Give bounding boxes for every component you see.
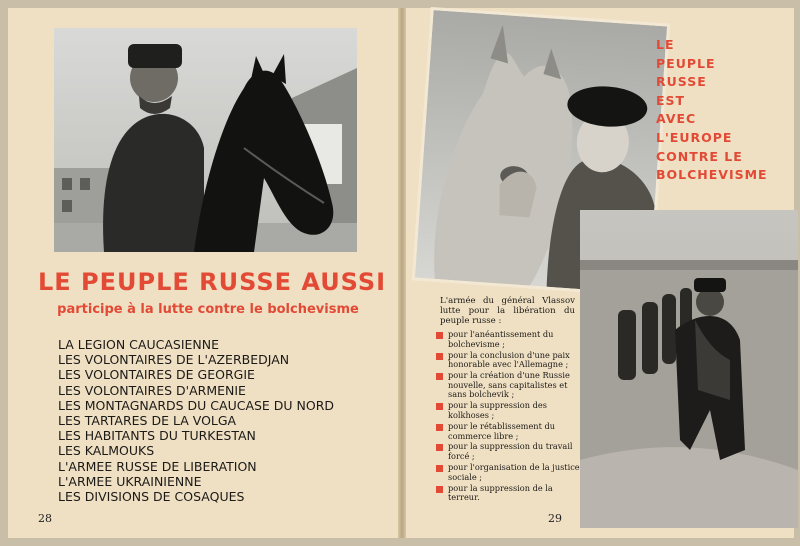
headline [656,36,768,185]
goal-item: pour la suppression des kolkhoses ; [436,401,584,420]
book-gutter [398,8,406,538]
goal-item: pour la création d'une Russie nouvelle, sans capitalistes et sans bolchevik ; [436,371,584,400]
list-item: LES KALMOUKS [58,443,155,459]
list-item: LES VOLONTAIRES DE L'AZERBEDJAN [58,352,290,368]
goal-item: pour la suppression de la terreur. [436,484,584,503]
list-item: LES VOLONTAIRES DE GEORGIE [58,367,255,383]
page-title: LE PEUPLE RUSSE AUSSI [38,268,387,296]
goal-item: pour la suppression du travail forcé ; [436,442,584,461]
photo-cavalry-column [580,210,798,528]
goals-list [436,330,584,504]
red-square-bullet-icon [436,424,443,431]
list-item: LA LEGION CAUCASIENNE [58,337,219,352]
goal-item: pour l'organisation de la justice sociale ; [436,463,584,482]
page-number-left: 28 [38,512,52,525]
headline-line: EST [656,92,686,108]
goal-item: pour le rétablissement du commerce libre ; [436,422,584,441]
page-subtitle: participe à la lutte contre le bolchevisme [57,302,359,317]
list-item: LES HABITANTS DU TURKESTAN [58,428,256,444]
red-square-bullet-icon [436,353,443,360]
headline-line: RUSSE [656,74,707,90]
red-square-bullet-icon [436,444,443,451]
headline-line: BOLCHEVISME [656,167,768,183]
list-item: LES VOLONTAIRES D'ARMENIE [58,382,246,398]
red-square-bullet-icon [436,403,443,410]
list-item: LES TARTARES DE LA VOLGA [58,413,237,429]
goal-item: pour la conclusion d'une paix honorable avec l'Allemagne ; [436,351,584,370]
red-square-bullet-icon [436,373,443,380]
headline-line: LE [656,37,675,52]
headline-line: AVEC [656,111,697,127]
list-item: L'ARMEE UKRAINIENNE [58,473,202,489]
headline-line: CONTRE LE [656,148,743,164]
list-item: LES MONTAGNARDS DU CAUCASE DU NORD [58,397,335,413]
goal-item: pour l'anéantissement du bolchevisme ; [436,330,584,349]
red-square-bullet-icon [436,465,443,472]
intro-paragraph: L'armée du général Vlassov lutte pour la libération du peuple russe : [440,296,575,326]
list-item: LES DIVISIONS DE COSAQUES [58,489,245,505]
volunteer-units-list [58,337,334,504]
list-item: L'ARMEE RUSSE DE LIBERATION [58,458,257,474]
headline-line: L'EUROPE [656,129,733,145]
photo-officer-with-horse [54,28,357,252]
page-number-right: 29 [548,512,562,525]
red-square-bullet-icon [436,332,443,339]
headline-line: PEUPLE [656,55,716,71]
red-square-bullet-icon [436,486,443,493]
